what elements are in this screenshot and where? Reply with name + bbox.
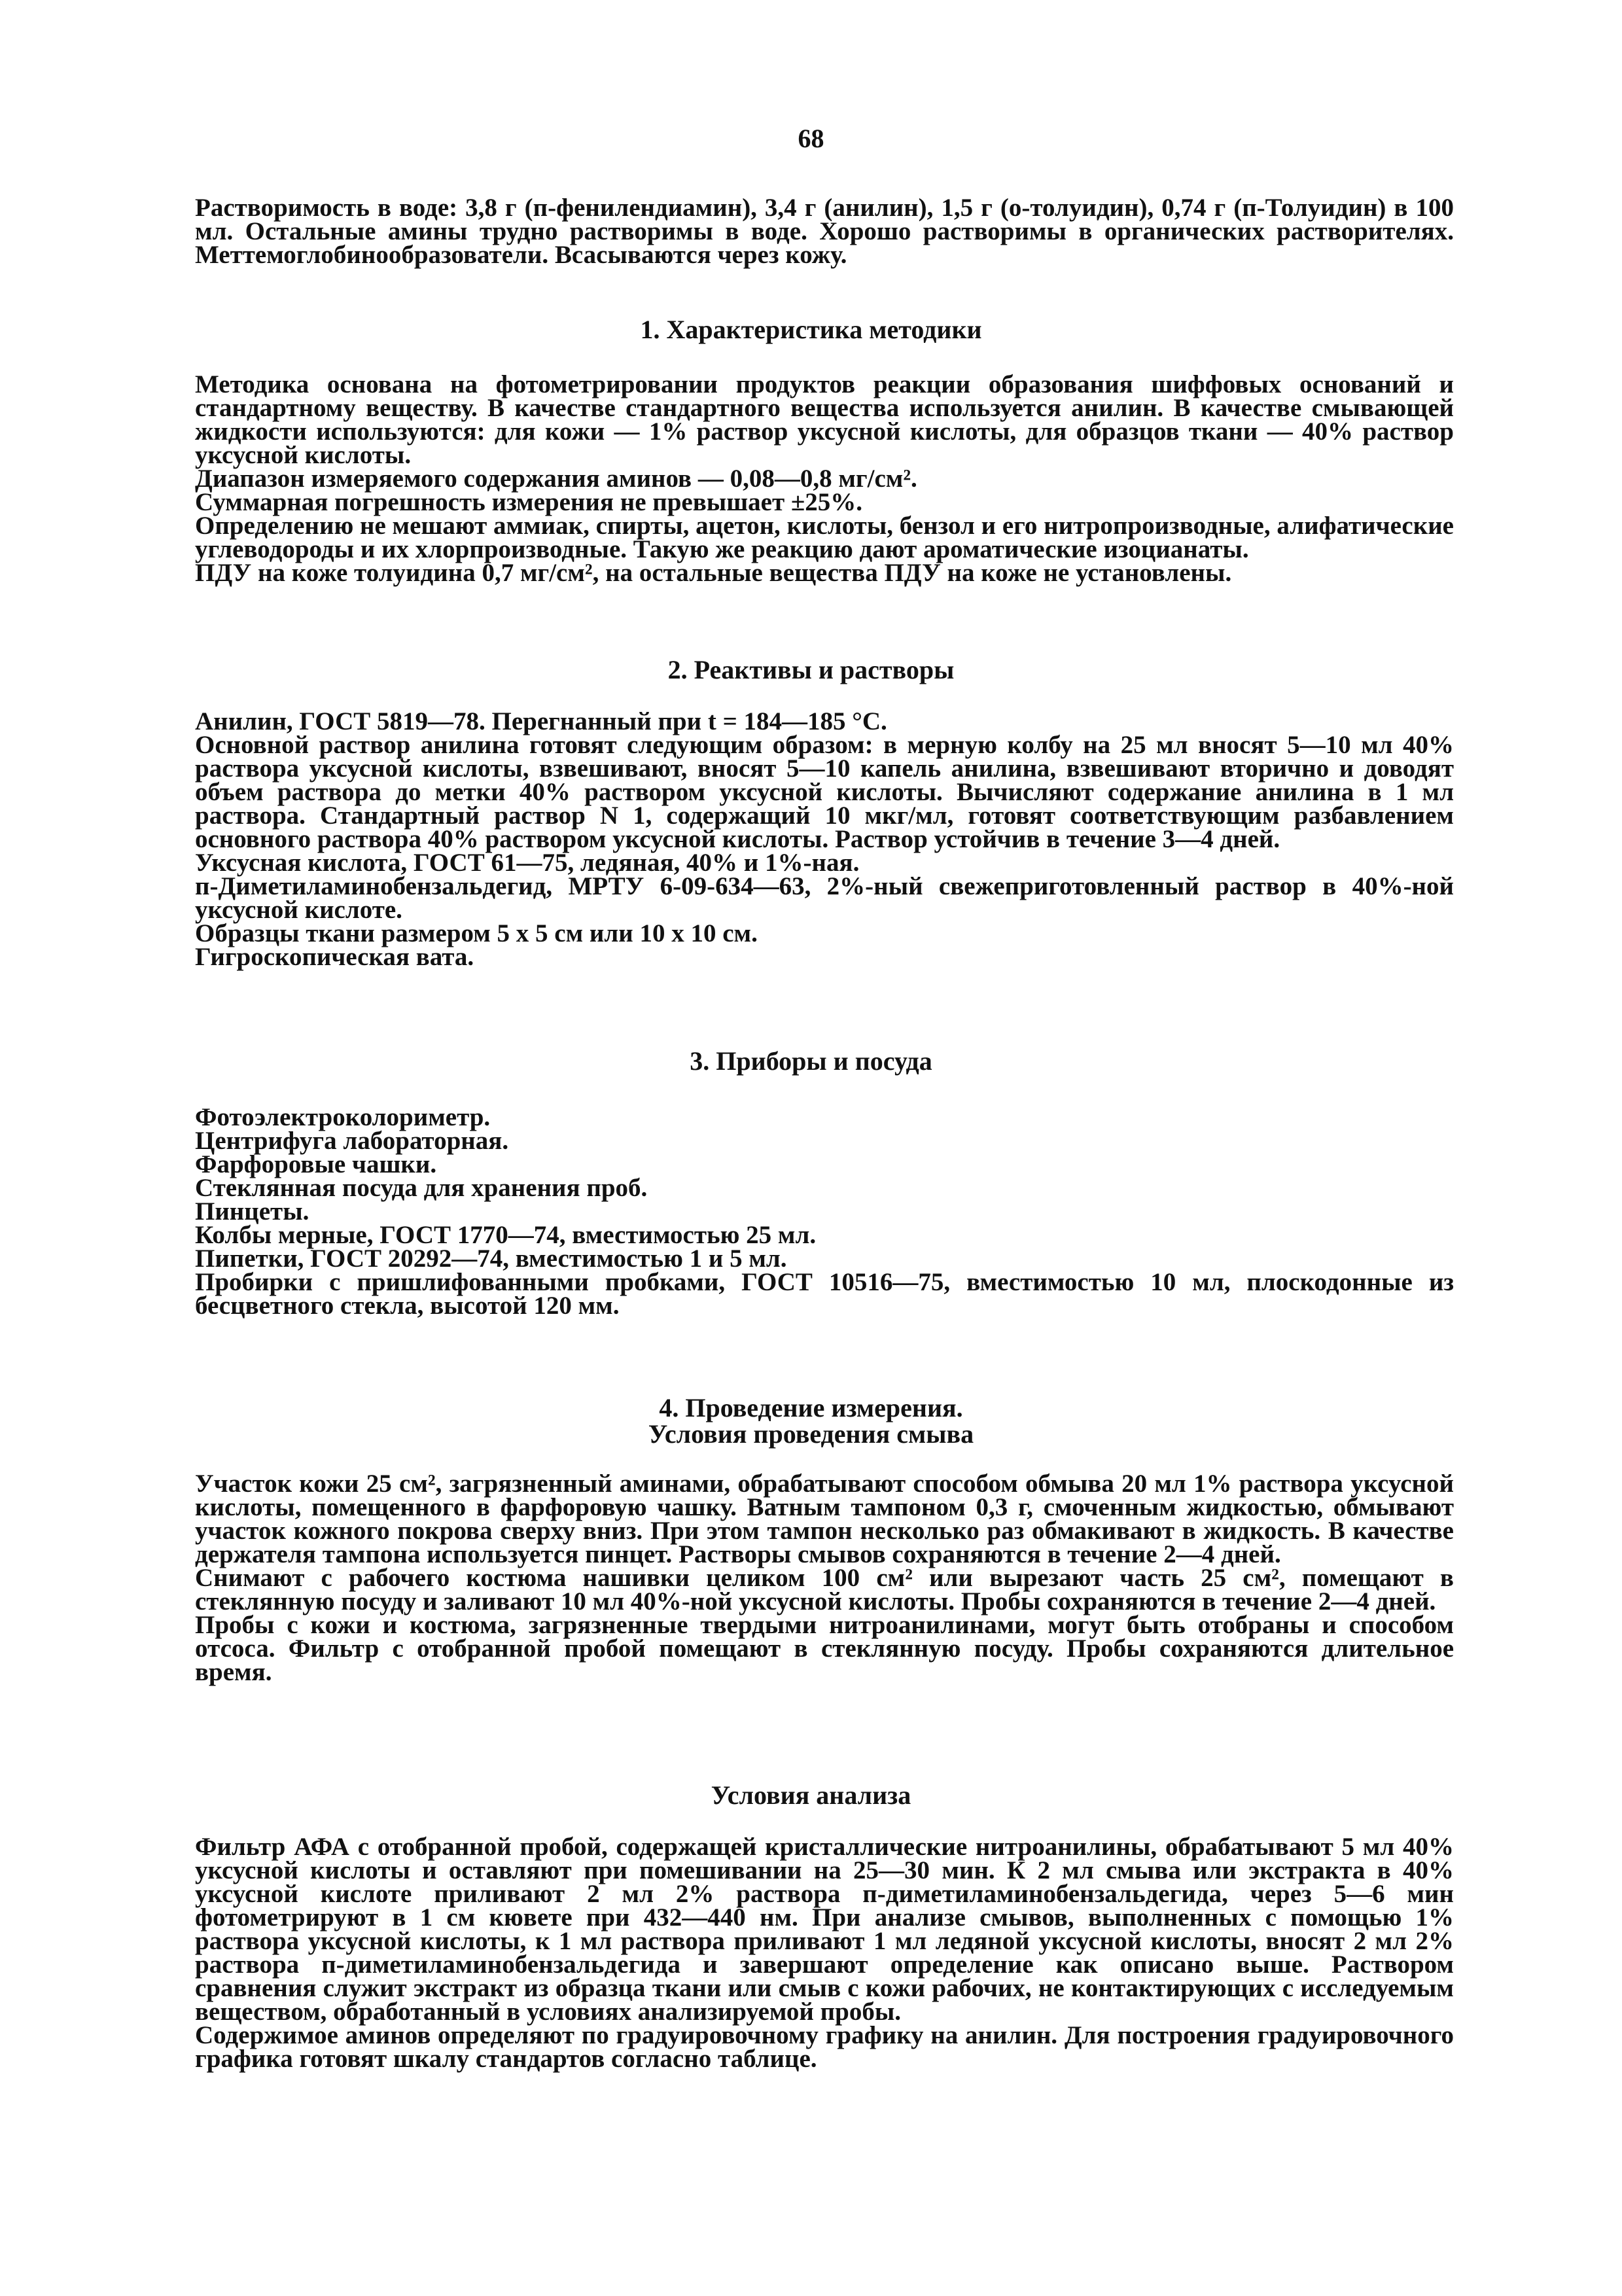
section-1-range: Диапазон измеряемого содержания аминов — 0,08—0,8 мг/см². bbox=[195, 465, 917, 493]
section-1-pdu: ПДУ на коже толуидина 0,7 мг/см², на остальные вещества ПДУ на коже не установлены. bbox=[195, 559, 1232, 587]
section-3-list bbox=[195, 1103, 1454, 1273]
list-item: Пипетки, ГОСТ 20292—74, вместимостью 1 и 5 мл. bbox=[195, 1245, 787, 1273]
section-4-subtitle: Условия проведения смыва bbox=[648, 1419, 974, 1449]
section-1-title: 1. Характеристика методики bbox=[640, 315, 982, 344]
page-number: 68 bbox=[798, 124, 824, 153]
section-2-aniline: Анилин, ГОСТ 5819—78. Перегнанный при t = 184—185 °С. bbox=[195, 707, 887, 735]
section-2-stock-solution: Основной раствор анилина готовят следующим образом: в мерную колбу на 25 мл вносят 5—10 мл 40% раствора уксусной кислоты, взвешивают, вносят 5—10 капель анилина, взвешивают вторично и доводят объем раствора до метки 40% раствором уксусной кислоты. Вычисляют содержание анилина в 1 мл раствора. Стандартный раствор N 1, содержащий 10 мкг/мл, готовят соответствующим разбавлением основного раствора 40% раствором уксусной кислоты. Раствор устойчив в течение 3—4 дней. bbox=[195, 731, 1454, 853]
list-item: Колбы мерные, ГОСТ 1770—74, вместимостью 25 мл. bbox=[195, 1221, 817, 1249]
section-2-dmab: п-Диметиламинобензальдегид, МРТУ 6-09-634—63, 2%-ный свежеприготовленный раствор в 40%-ной уксусной кислоте. bbox=[195, 872, 1454, 924]
section-5-analysis: Фильтр АФА с отобранной пробой, содержащей кристаллические нитроанилины, обрабатывают 5 мл 40% уксусной кислоты и оставляют при помешивании на 25—30 мин. К 2 мл смыва или экстракта в 40% уксусной кислоте приливают 2 мл 2% раствора п-диметиламинобензальдегида, через 5—6 мин фотометрируют в 1 см кювете при 432—440 нм. При анализе смывов, выполненных с помощью 1% раствора уксусной кислоты, к 1 мл раствора приливают 1 мл ледяной уксусной кислоты, вносят 2 мл 2% раствора п-диметиламинобензальдегида и завершают определение как описано выше. Раствором сравнения служит экстракт из образца ткани или смыв с кожи рабочих, не контактирующих с исследуемым веществом, обработанный в условиях анализируемой пробы. bbox=[195, 1833, 1454, 2026]
section-2-fabric-samples: Образцы ткани размером 5 х 5 см или 10 х 10 см. bbox=[195, 919, 758, 947]
section-4-skin-wash: Участок кожи 25 см², загрязненный аминами, обрабатывают способом обмыва 20 мл 1% раствора уксусной кислоты, помещенного в фарфоровую чашку. Ватным тампоном 0,3 г, смоченным жидкостью, обмывают участок кожного покрова сверху вниз. При этом тампон несколько раз обмакивают в жидкость. В качестве держателя тампона используется пинцет. Растворы смывов сохраняются в течение 2—4 дней. bbox=[195, 1470, 1454, 1568]
section-1-paragraph: Методика основана на фотометрировании продуктов реакции образования шиффовых оснований и стандартному веществу. В качестве стандартного вещества используется анилин. В качестве смывающей жидкости используются: для кожи — 1% раствор уксусной кислоты, для образцов ткани — 40% раствор уксусной кислоты. bbox=[195, 370, 1454, 469]
section-3-title: 3. Приборы и посуда bbox=[690, 1046, 932, 1076]
section-4-suction: Пробы с кожи и костюма, загрязненные твердыми нитроанилинами, могут быть отобраны и способом отсоса. Фильтр с отобранной пробой помещают в стеклянную посуду. Пробы сохраняются длительное время. bbox=[195, 1611, 1454, 1686]
section-1-error: Суммарная погрешность измерения не превышает ±25%. bbox=[195, 488, 863, 516]
section-2-cotton: Гигроскопическая вата. bbox=[195, 943, 474, 971]
section-5-body bbox=[195, 1835, 1454, 2071]
list-item: Фотоэлектроколориметр. bbox=[195, 1103, 491, 1131]
intro-paragraph bbox=[195, 196, 1454, 267]
list-item: Центрифуга лабораторная. bbox=[195, 1127, 509, 1155]
section-4-body bbox=[195, 1472, 1454, 1684]
section-2-title: 2. Реактивы и растворы bbox=[667, 655, 955, 684]
section-1-interference: Определению не мешают аммиак, спирты, ацетон, кислоты, бензол и его нитропроизводные, алифатические углеводороды и их хлорпроизводные. Такую же реакцию дают ароматические изоцианаты. bbox=[195, 512, 1454, 563]
list-item: Стеклянная посуда для хранения проб. bbox=[195, 1174, 648, 1202]
list-item: Пинцеты. bbox=[195, 1197, 309, 1226]
section-5-calibration: Содержимое аминов определяют по градуировочному графику на анилин. Для построения градуировочного графика готовят шкалу стандартов согласно таблице. bbox=[195, 2021, 1454, 2073]
section-4-costume: Снимают с рабочего костюма нашивки целиком 100 см² или вырезают часть 25 см², помещают в стеклянную посуду и заливают 10 мл 40%-ной уксусной кислоты. Пробы сохраняются в течение 2—4 дней. bbox=[195, 1564, 1454, 1616]
intro-text: Растворимость в воде: 3,8 г (п-фенилендиамин), 3,4 г (анилин), 1,5 г (о-толуидин), 0,74 г (п-Толуидин) в 100 мл. Остальные амины трудно растворимы в воде. Хорошо растворимы в органических растворителях. Меттемоглобинообразователи. Всасываются через кожу. bbox=[195, 194, 1454, 269]
list-item: Фарфоровые чашки. bbox=[195, 1150, 437, 1178]
section-3-tubes-text: Пробирки с пришлифованными пробками, ГОСТ 10516—75, вместимостью 10 мл, плоскодонные из бесцветного стекла, высотой 120 мм. bbox=[195, 1268, 1454, 1320]
section-2-acetic-acid: Уксусная кислота, ГОСТ 61—75, ледяная, 40% и 1%-ная. bbox=[195, 849, 860, 877]
section-4-title: 4. Проведение измерения. bbox=[659, 1393, 963, 1422]
section-1-body bbox=[195, 370, 1454, 587]
section-2-body bbox=[195, 707, 1454, 971]
section-5-title: Условия анализа bbox=[711, 1780, 911, 1810]
section-3-tubes bbox=[195, 1268, 1454, 1320]
